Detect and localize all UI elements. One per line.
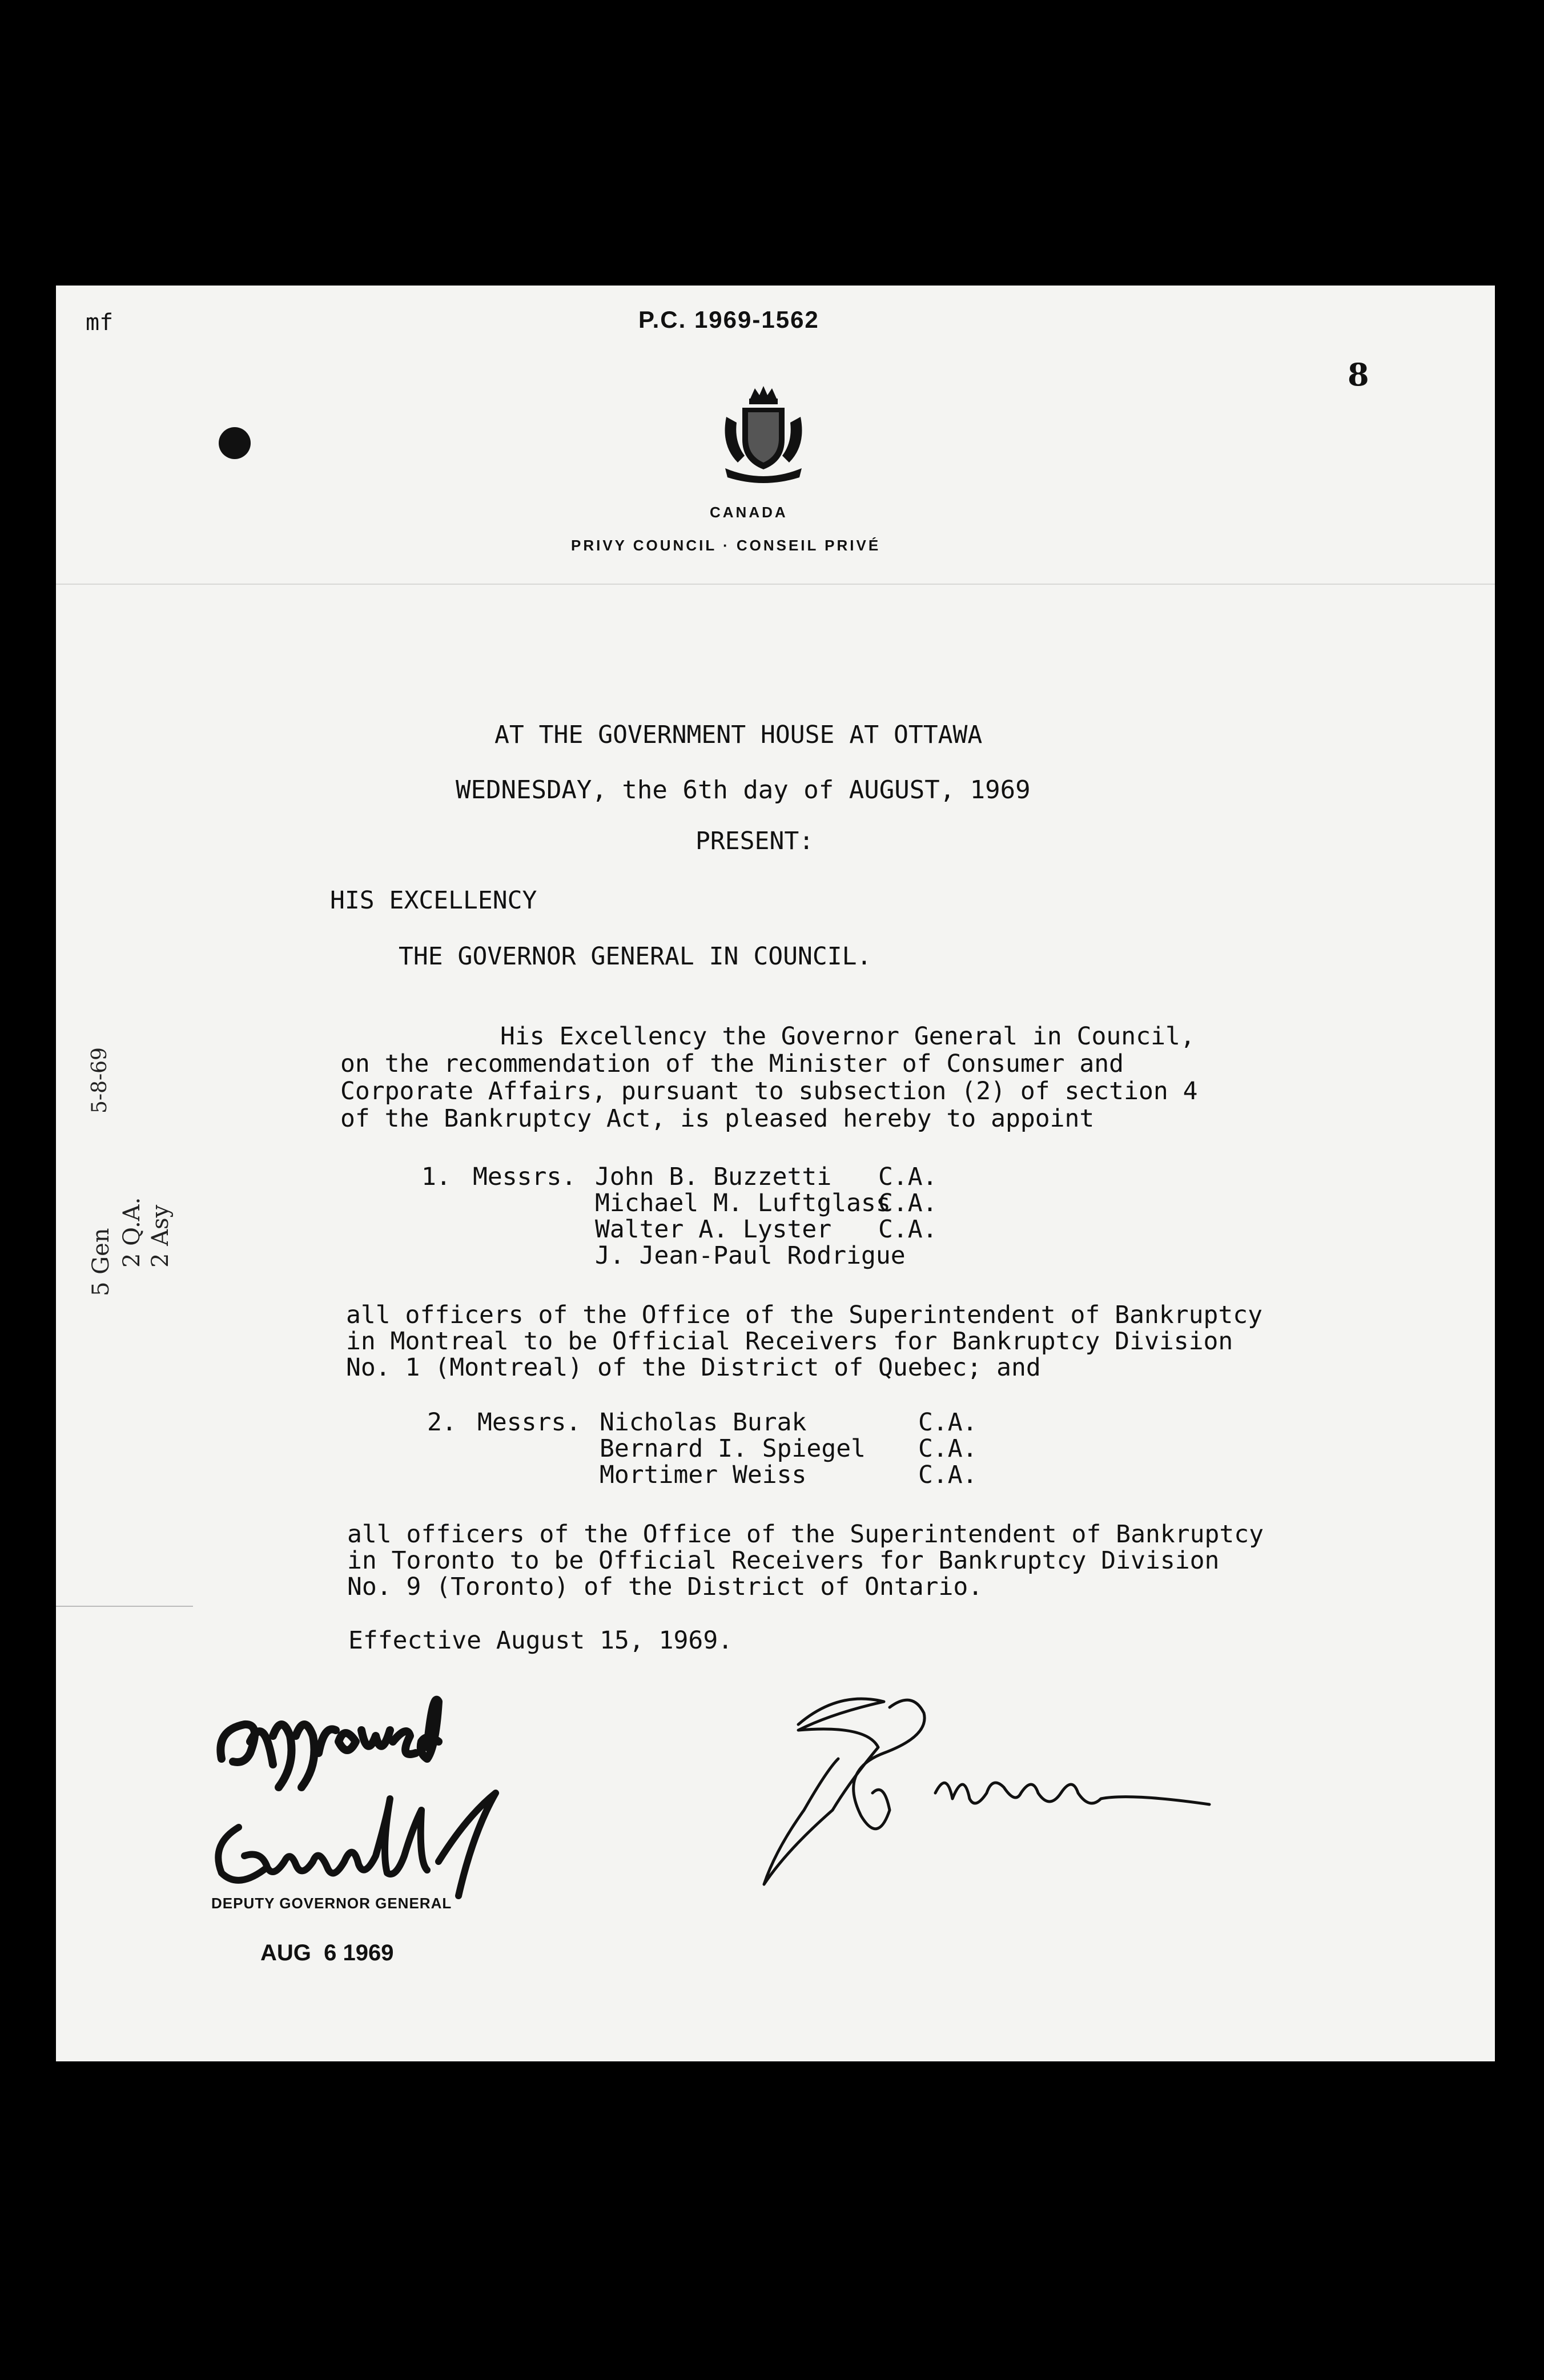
intro-line: on the recommendation of the Minister of Consumer and: [340, 1050, 1124, 1078]
page-number: 8: [1348, 356, 1369, 393]
order-number: P.C. 1969-1562: [638, 306, 819, 333]
place-line: AT THE GOVERNMENT HOUSE AT OTTAWA: [494, 721, 983, 749]
punch-hole: [219, 427, 251, 459]
list-number: 1.: [421, 1163, 451, 1191]
appointee-name: Nicholas Burak: [600, 1408, 807, 1437]
approval-date-stamp: AUG 6 1969: [260, 1940, 394, 1965]
intro-line: Corporate Affairs, pursuant to subsection (2) of section 4: [340, 1077, 1198, 1105]
list-prefix: Messrs.: [473, 1163, 577, 1191]
paragraph-line: all officers of the Office of the Superintendent of Bankruptcy: [346, 1301, 1263, 1329]
deputy-signature: [199, 1782, 598, 1907]
paragraph-line: No. 9 (Toronto) of the District of Ontario.: [347, 1573, 983, 1601]
appointee-name: Walter A. Lyster: [595, 1215, 832, 1244]
coat-of-arms-icon: [715, 383, 812, 484]
margin-date-note: 5-8-69: [88, 1047, 111, 1113]
margin-rule: [56, 1606, 193, 1607]
margin-note: 2 Asy: [147, 1204, 174, 1268]
paragraph-line: all officers of the Office of the Superintendent of Bankruptcy: [347, 1520, 1264, 1549]
approved-handwriting: [210, 1679, 530, 1793]
appointee-designation: C.A.: [918, 1461, 978, 1489]
appointee-name: J. Jean-Paul Rodrigue: [595, 1241, 906, 1270]
paragraph-line: in Toronto to be Official Receivers for Bankruptcy Division: [347, 1546, 1220, 1575]
deputy-governor-title: DEPUTY GOVERNOR GENERAL: [211, 1895, 452, 1912]
appointee-name: John B. Buzzetti: [595, 1163, 832, 1191]
margin-note: 5 Gen: [88, 1228, 114, 1296]
present-line: PRESENT:: [695, 827, 814, 855]
appointee-designation: C.A.: [878, 1189, 938, 1217]
appointee-designation: C.A.: [878, 1163, 938, 1191]
appointee-name: Michael M. Luftglass: [595, 1189, 891, 1217]
paragraph-line: No. 1 (Montreal) of the District of Quebec; and: [346, 1353, 1041, 1382]
date-line: WEDNESDAY, the 6th day of AUGUST, 1969: [456, 775, 1031, 805]
council-label: PRIVY COUNCIL · CONSEIL PRIVÉ: [571, 537, 881, 554]
appointee-designation: C.A.: [878, 1215, 938, 1244]
governor-signature: [695, 1679, 1438, 1884]
list-number: 2.: [427, 1408, 457, 1437]
appointee-name: Mortimer Weiss: [600, 1461, 807, 1489]
intro-line: of the Bankruptcy Act, is pleased hereby to appoint: [340, 1104, 1095, 1133]
margin-note: 2 Q.A.: [119, 1197, 145, 1268]
intro-line: His Excellency the Governor General in Council,: [500, 1022, 1195, 1051]
effective-date: Effective August 15, 1969.: [348, 1626, 733, 1655]
header-divider: [56, 584, 1495, 585]
country-label: CANADA: [710, 504, 788, 521]
governor-line: THE GOVERNOR GENERAL IN COUNCIL.: [399, 942, 872, 971]
paragraph-line: in Montreal to be Official Receivers for Bankruptcy Division: [346, 1327, 1233, 1356]
list-prefix: Messrs.: [477, 1408, 581, 1437]
appointee-designation: C.A.: [918, 1408, 978, 1437]
excellency-line: HIS EXCELLENCY: [330, 886, 537, 915]
document-page: [56, 286, 1495, 2061]
appointee-designation: C.A.: [918, 1434, 978, 1463]
appointee-name: Bernard I. Spiegel: [600, 1434, 866, 1463]
reference-code: mf: [86, 309, 114, 336]
